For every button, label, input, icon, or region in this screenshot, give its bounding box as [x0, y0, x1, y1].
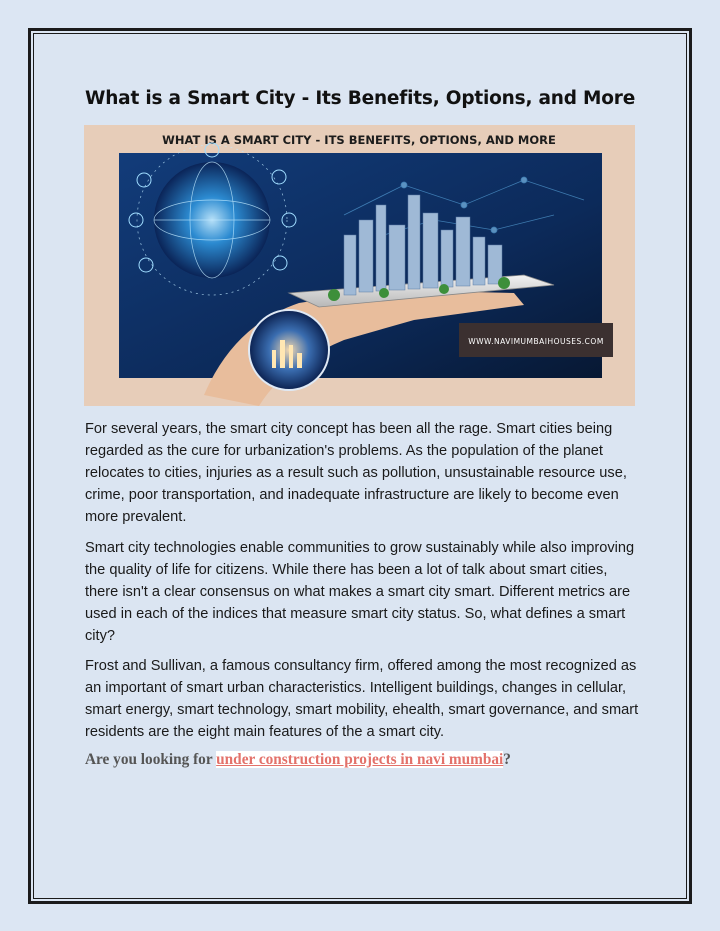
- hero-website-label: WWW.NAVIMUMBAIHOUSES.COM: [468, 337, 604, 346]
- cta-prefix: Are you looking for: [85, 751, 217, 768]
- paragraph-frost-sullivan: Frost and Sullivan, a famous consultancy firm, offered among the most recognized as an important of smart urban characteristics. Intelligent buildings, changes in cellular, smart energy, smart technology, smart mobility, ehealth, smart governance, and smart residents are the eight main features of the a smart city.: [85, 658, 639, 740]
- cta-suffix: ?: [503, 751, 511, 768]
- paragraph-technologies: Smart city technologies enable communities to grow sustainably while also improving the quality of life for citizens. While there has been a lot of talk about smart cities, there isn't a clear consensus on what makes a smart city smart. Different metrics are used in each of the indices that measure smart city status. So, what defines a smart city?: [85, 540, 635, 644]
- hero-banner-text: WHAT IS A SMART CITY - ITS BENEFITS, OPTIONS, AND MORE: [162, 133, 556, 147]
- page-title: What is a Smart City - Its Benefits, Options, and More: [85, 88, 636, 109]
- cta-link[interactable]: under construction projects in navi mumbai: [216, 751, 504, 768]
- cta-line: [85, 751, 511, 769]
- paragraph-intro: For several years, the smart city concept has been all the rage. Smart cities being regarded as the cure for urbanization's problems. As the population of the planet relocates to cities, injuries as a result such as pollution, unsustainable resource use, crime, poor transportation, and inadequate infrastructure are likely to become even more prevalent.: [85, 421, 627, 525]
- hero-image: [84, 125, 635, 406]
